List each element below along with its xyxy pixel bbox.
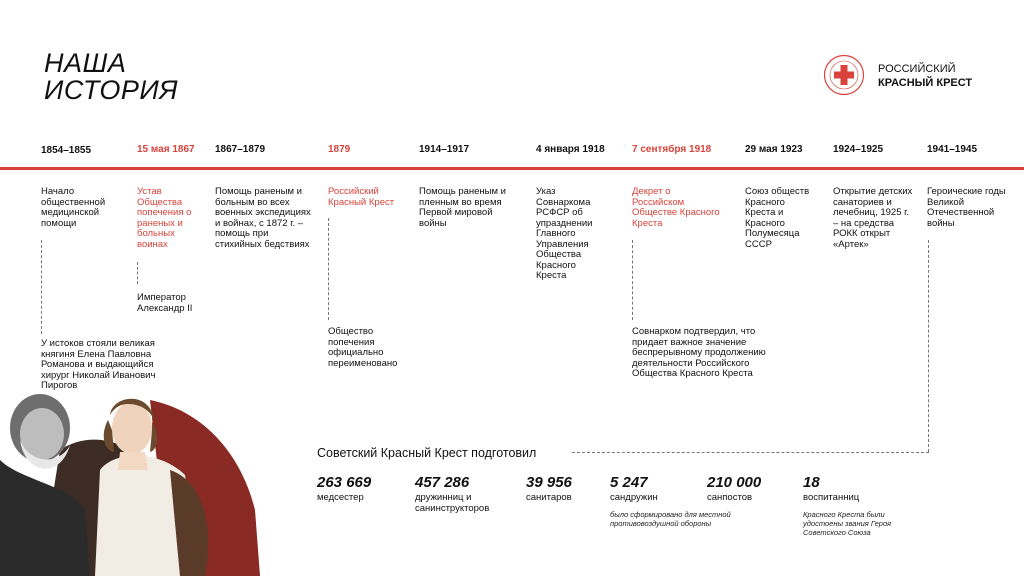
- stat-label: медсестер: [317, 492, 364, 503]
- timeline-event: Указ Совнаркома РСФСР об упразднении Главного Управления Общества Красного Креста: [536, 186, 593, 281]
- timeline-date: 1914–1917: [419, 144, 470, 155]
- summary-title: Советский Красный Крест подготовил: [317, 446, 537, 460]
- stat-label: санитаров: [526, 492, 572, 503]
- timeline-date: 15 мая 1867: [137, 144, 195, 155]
- timeline-event: Устав Общества попечения о раненых и больных воинах: [137, 186, 192, 250]
- stat-value: 5 247: [610, 474, 648, 491]
- stat-value: 210 000: [707, 474, 762, 491]
- timeline-event: Российский Красный Крест: [328, 186, 395, 208]
- timeline-date: 1941–1945: [927, 144, 978, 155]
- dashed-connector: [572, 452, 929, 453]
- stat-label: санпостов: [707, 492, 753, 503]
- timeline-event: Начало общественной медицинской помощи: [41, 186, 106, 229]
- stat-value: 18: [803, 474, 820, 491]
- timeline-date: 1879: [328, 144, 351, 155]
- timeline-note: Император Александр II: [137, 292, 193, 314]
- timeline-event: Декрет о Российском Обществе Красного Креста: [632, 186, 720, 229]
- timeline-date: 7 сентября 1918: [632, 144, 712, 155]
- stat-value: 39 956: [526, 474, 572, 491]
- stat-value: 457 286: [415, 474, 470, 491]
- timeline-note: Общество попечения официально переименовано: [328, 326, 398, 369]
- timeline-date: 1867–1879: [215, 144, 266, 155]
- red-cross-logo: [823, 54, 865, 96]
- timeline-date: 1854–1855: [41, 145, 92, 156]
- timeline-note: Совнарком подтвердил, что придает важное значение беспрерывному продолжению деятельности Российского Общества Красного Креста: [632, 326, 766, 379]
- org-name: [878, 62, 972, 90]
- dashed-connector: [328, 218, 329, 320]
- stat-label: воспитанниц: [803, 492, 860, 503]
- title-line-1: НАША: [44, 48, 127, 78]
- timeline-event: Героические годы Великой Отечественной войны: [927, 186, 1006, 229]
- timeline-date: 1924–1925: [833, 144, 884, 155]
- timeline-date: 4 января 1918: [536, 144, 605, 155]
- page-title: [44, 50, 178, 104]
- timeline-event: Открытие детских санаториев и лечебниц, 1925 г. – на средства РОКК открыт «Артек»: [833, 186, 913, 250]
- timeline-date: 29 мая 1923: [745, 144, 803, 155]
- org-name-line-1: РОССИЙСКИЙ: [878, 63, 956, 75]
- timeline-event: Помощь раненым и больным во всех военных экспедициях и войнах, с 1872 г. – помощь при стихийных бедствиях: [215, 186, 311, 250]
- org-name-line-2: КРАСНЫЙ КРЕСТ: [878, 77, 973, 89]
- timeline-event: Союз обществ Красного Креста и Красного Полумесяца СССР: [745, 186, 810, 250]
- stat-label: дружинниц и санинструкторов: [415, 492, 490, 514]
- timeline-event: Помощь раненым и пленным во время Первой мировой войны: [419, 186, 506, 229]
- historical-portraits-image: [0, 390, 260, 576]
- dashed-connector: [632, 240, 633, 320]
- dashed-connector: [137, 262, 138, 284]
- dashed-connector: [928, 240, 929, 452]
- dashed-connector: [41, 240, 42, 334]
- stat-value: 263 669: [317, 474, 372, 491]
- timeline-note: У истоков стояли великая княгиня Елена Павловна Романова и выдающийся хирург Николай Иванович Пирогов: [41, 338, 156, 391]
- stat-note: было сформировано для местной противовоздушной обороны: [610, 510, 731, 528]
- stat-label: сандружин: [610, 492, 658, 503]
- stat-note: Красного Креста были удостоены звания Героя Советского Союза: [803, 510, 891, 537]
- timeline-axis: [0, 167, 1024, 170]
- title-line-2: ИСТОРИЯ: [44, 75, 179, 105]
